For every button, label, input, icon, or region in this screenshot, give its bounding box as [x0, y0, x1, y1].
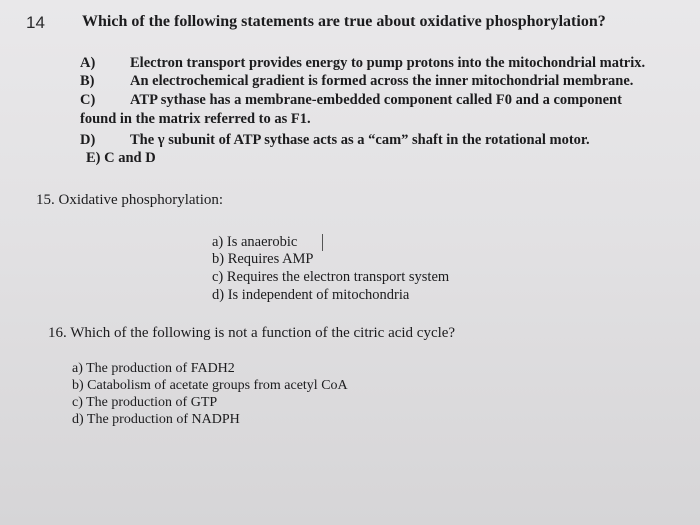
q15-option-b: b) Requires AMP [212, 251, 314, 267]
q16-option-b: b) Catabolism of acetate groups from acetyl CoA [72, 378, 348, 393]
q14-option-b-letter: B) [80, 73, 95, 89]
q15-option-d: d) Is independent of mitochondria [212, 287, 410, 303]
q14-option-a-letter: A) [80, 55, 96, 71]
q15-option-c: c) Requires the electron transport system [212, 269, 450, 285]
q16-option-d: d) The production of NADPH [72, 412, 240, 427]
q14-option-d-text: The γ subunit of ATP sythase acts as a “cam” shaft in the rotational motor. [130, 132, 590, 148]
question-16-stem: 16. Which of the following is not a function of the citric acid cycle? [48, 325, 456, 341]
q14-option-c-text: ATP sythase has a membrane-embedded component called F0 and a component [130, 92, 622, 108]
text-cursor [322, 234, 323, 251]
q16-option-a: a) The production of FADH2 [72, 361, 235, 376]
q16-option-c: c) The production of GTP [72, 395, 218, 410]
question-15-stem: 15. Oxidative phosphorylation: [36, 192, 224, 208]
q14-option-c-continuation: found in the matrix referred to as F1. [80, 111, 311, 127]
q14-option-e-text: E) C and D [86, 150, 156, 166]
q14-option-c-letter: C) [80, 92, 96, 108]
q15-option-a: a) Is anaerobic [212, 234, 298, 250]
q14-option-d-letter: D) [80, 132, 96, 148]
question-14-number: 14 [26, 13, 45, 32]
q14-option-a-text: Electron transport provides energy to pump protons into the mitochondrial matrix. [130, 55, 646, 71]
q14-option-b-text: An electrochemical gradient is formed across the inner mitochondrial membrane. [130, 73, 634, 89]
question-14-stem: Which of the following statements are true about oxidative phosphorylation? [82, 13, 606, 30]
